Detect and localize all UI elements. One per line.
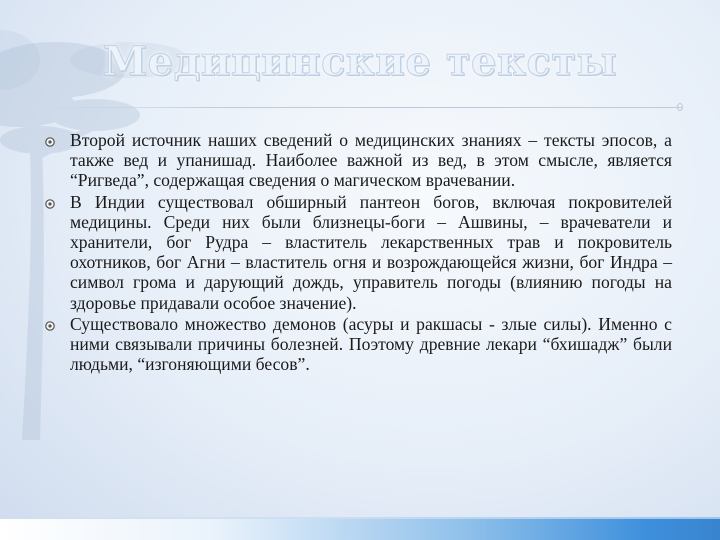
list-item-text: В Индии существовал обширный пантеон богов, включая покровителей медицины. Среди них были близнецы-боги – Ашвины, – врачеватели и хранители, бог Рудра – властитель лекарственных трав и покровитель охотников, бог Агни – властитель огня и возрождающейся жизни, бог Индра – символ грома и дарующий дождь, управитель погоды (влиянию погоды на здоровье придавали особое значение).: [70, 191, 672, 313]
list-item-text: Второй источник наших сведений о медицинских знаниях – тексты эпосов, а также вед и упанишад. Наиболее важной из вед, в этом смысле, является “Ригведа”, содержащая сведения о магическом врачевании.: [70, 130, 672, 191]
list-item: [44, 192, 672, 313]
list-item: [44, 314, 672, 375]
bullet-list: [44, 130, 672, 374]
bullet-icon: [44, 198, 56, 210]
list-item-text: Существовало множество демонов (асуры и ракшасы - злые силы). Именно с ними связывали причины болезней. Поэтому древние лекари “бхишадж” были людьми, “изгоняющими бесов”.: [70, 313, 672, 375]
list-item: [44, 130, 672, 191]
bullet-icon: [44, 320, 56, 332]
slide-title: Медицинские тексты: [102, 38, 618, 85]
bullet-icon: [44, 136, 56, 148]
divider-end-ornament: [677, 103, 683, 111]
title-divider: [30, 107, 682, 108]
footer-accent-bar: [0, 519, 720, 540]
